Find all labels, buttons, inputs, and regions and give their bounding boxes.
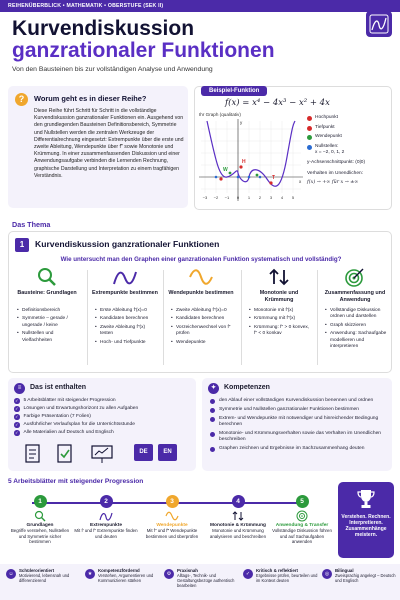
presentation-icon — [90, 444, 114, 464]
page-title-line2: ganzrationaler Funktionen — [12, 39, 275, 62]
infinity-title: Verhalten im Unendlichen: — [307, 171, 363, 176]
contents-item: ✓ Farbige Präsentation (7 Folien) — [15, 414, 91, 420]
progression-step: 4 Monotonie & Krümmung Monotonie und Krümmung analysieren und beschreiben — [206, 488, 270, 539]
graph-caption: Ihr Graph (qualitativ) — [199, 112, 241, 117]
lang-en-badge: EN — [158, 444, 177, 461]
trophy-card — [338, 482, 394, 558]
footer-item: ⚙ Praxisnah Alltags-, Technik- und Gestaltungsbezüge authentisch bearbeiten — [164, 568, 242, 588]
progression-step: 1 Grundlagen Begriffe verstehen, Nullstellen und Symmetrie sicher bestimmen — [8, 488, 72, 545]
contents-item: ✓ Ausführlicher Verlaufsplan für die Unterrichtsstunde — [15, 422, 135, 428]
theme-number: 1 — [15, 238, 29, 252]
lightbulb-icon: ✦ — [208, 383, 219, 394]
top-banner: REIHENÜBERBLICK • MATHEMATIK • OBERSTUFE (SEK II) — [0, 0, 400, 12]
magnifier-icon — [13, 266, 81, 288]
column-title: Extrempunkte bestimmen — [92, 290, 158, 296]
wave-icon — [140, 510, 204, 523]
progression-step: 5 Anwendung & Transfer Vollständige Diskussion führen und auf Sachaufgaben anwenden — [270, 488, 334, 545]
contents-item: ✓ 5 Arbeitsblätter mit steigender Progression — [15, 398, 116, 404]
intro-text: Diese Reihe führt Schritt für Schritt in die vollständige Kurvendiskussion ganzrationaler Funktionen ein. Ausgehend von den grundlegenden Bausteinen Definitionsbereich, Symmetrie und Nullstellen werden die zentralen Werkzeuge der Differentialrechnung eingesetzt: Extrempunkte über die erste und zweite Ableitung, Wendepunkte über f‴ sowie Monotonie und Krümmung. In einer zusammenfassenden Diskussion und einer Anwendungsaufgabe verbinden die Lernenden Rechnung, graphische Darstellung und Interpretation zu einem tragfähigen Verständnis. — [34, 108, 184, 179]
column-title: Wendepunkte bestimmen — [168, 290, 234, 296]
competence-item: Monotonie- und Krümmungsverhalten sowie das Verhalten im Unendlichen beschreiben — [210, 431, 388, 443]
target-icon — [321, 266, 389, 288]
progression-timeline — [8, 488, 334, 558]
t-marker: T — [272, 175, 276, 181]
legend-item: Tiefpunkt — [307, 125, 391, 132]
extrema-curve-icon — [91, 266, 159, 288]
magnifier-icon — [8, 510, 72, 523]
contents-item: ✓ Lösungen und Erwartungshorizont zu allen Aufgaben — [15, 406, 139, 412]
extrema-curve-icon — [74, 510, 138, 523]
x-tick: 4 — [280, 195, 284, 200]
x-axis-label: x — [299, 179, 302, 184]
column-inflection: Wendepunkte bestimmen • Zweite Ableitung f″(x)=0 • Kandidaten berechnen • Vorzeichenwechsel von f″ prüfen • Wendepunkte — [167, 266, 235, 370]
legend-item: Nullstellen: x = −2, 0, 1, 2 — [307, 144, 391, 157]
x-tick: 5 — [291, 195, 295, 200]
infinity-formula: f(x) → +∞ für x → ±∞ — [307, 179, 359, 185]
theme-card — [8, 231, 392, 373]
progression-step: 2 Extrempunkte Mit f′ und f″ Extrempunkte finden und deuten — [74, 488, 138, 539]
progression-heading: 5 Arbeitsblätter mit steigender Progression — [8, 478, 144, 485]
competence-item: Extrem- und Wendepunkte mit notwendiger und hinreichender Bedingung berechnen — [210, 416, 388, 428]
footer-item: ★ Kompetenzfördernd Verstehen, Argumentieren und Kommunizieren stärken — [85, 568, 163, 583]
graph-logo-icon — [366, 11, 392, 37]
trophy-icon — [356, 488, 376, 510]
trophy-text: Verstehen. Rechnen. Interpretieren. Zusammenhänge meistern. — [341, 514, 391, 538]
list-icon: ≡ — [14, 383, 25, 394]
intro-heading: Worum geht es in dieser Reihe? — [34, 94, 147, 103]
worksheet-icon — [24, 444, 42, 464]
footer-item: ☺ Schülerorientiert Motivierend, lebensnah und differenzierend — [6, 568, 84, 583]
h-marker: H — [242, 159, 246, 165]
contents-item: ✓ Alle Materialien auf Deutsch und Englisch — [15, 430, 114, 436]
page-title: Kurvendiskussion — [12, 17, 195, 40]
x-tick: 3 — [269, 195, 273, 200]
competences-heading: Kompetenzen — [224, 384, 270, 391]
legend-item: Wendepunkt — [307, 134, 391, 141]
footer-item: ✓ Kritisch & reflektiert Ergebnisse prüfen, beurteilen und im Kontext deuten — [243, 568, 321, 583]
example-formula: f(x) = x⁴ − 4x³ − x² + 4x — [225, 98, 330, 108]
example-card — [194, 86, 392, 210]
student-icon: ☺ — [6, 569, 16, 579]
progression-step: 3 Wendepunkte Mit f″ und f‴ Wendepunkte bestimmen und überprüfen — [140, 488, 204, 539]
column-application: Zusammenfassung und Anwendung • Vollständige Diskussion ordnen und darstellen • Graph skizzieren • Anwendung: Sachaufgabe modellieren und interpretieren — [321, 266, 389, 370]
competence-item: den Ablauf einer vollständigen Kurvendiskussion benennen und ordnen — [210, 398, 388, 404]
legend-item: Hochpunkt — [307, 115, 391, 122]
up-down-arrows-icon — [206, 510, 270, 523]
x-tick: −2 — [213, 195, 219, 200]
column-basics: Bausteine: Grundlagen • Definitionsbereich • Symmetrie – gerade / ungerade / keine • Nullstellen und Vielfachheiten — [13, 266, 81, 370]
target-icon — [270, 510, 334, 523]
gear-icon: ⚙ — [164, 569, 174, 579]
example-badge: Beispiel-Funktion — [201, 86, 267, 96]
page-subtitle: Von den Bausteinen bis zur vollständigen Analyse und Anwendung — [12, 66, 213, 73]
x-tick: 2 — [258, 195, 262, 200]
x-tick: −3 — [202, 195, 208, 200]
wave-icon — [167, 266, 235, 288]
question-icon: ? — [15, 93, 28, 106]
function-graph — [197, 117, 305, 209]
check-icon: ✓ — [243, 569, 253, 579]
intro-card — [8, 86, 188, 208]
solution-doc-icon — [56, 444, 74, 464]
competence-icon: ★ — [85, 569, 95, 579]
w-marker: W — [223, 167, 228, 173]
contents-card — [8, 378, 196, 471]
column-monotony: Monotonie und Krümmung • Monotonie mit f′(x) • Krümmung mit f″(x) • Krümmung: f″ > 0 konvex, f″ < 0 konkav — [245, 266, 313, 370]
x-tick: 1 — [247, 195, 251, 200]
footer-strip — [0, 564, 400, 600]
y-intercept: y-Achsenschnittpunkt: (0|0) — [307, 159, 366, 165]
x-tick: −1 — [224, 195, 230, 200]
y-axis-label: y — [240, 120, 243, 125]
competence-item: Symmetrie und Nullstellen ganzrationaler Funktionen bestimmen — [210, 407, 388, 413]
up-down-arrows-icon — [245, 266, 313, 288]
graph-legend — [307, 115, 391, 186]
x-tick: 0 — [236, 195, 240, 200]
competence-item: Graphen zeichnen und Ergebnisse im Sachzusammenhang deuten — [210, 446, 388, 452]
theme-heading: Kurvendiskussion ganzrationaler Funktionen — [35, 239, 220, 249]
theme-question: Wie untersucht man den Graphen einer ganzrationalen Funktion systematisch und vollständig? — [60, 256, 342, 263]
section-label-theme: Das Thema — [12, 220, 51, 229]
column-extrema: Extrempunkte bestimmen • Erste Ableitung f′(x)=0 • Kandidaten berechnen • Zweite Ableitung f″(x) testen • Hoch- und Tiefpunkte — [91, 266, 159, 370]
column-title: Zusammenfassung und Anwendung — [324, 290, 386, 303]
globe-icon: ◎ — [322, 569, 332, 579]
footer-item: ◎ Bilingual Zweisprachig angelegt – Deutsch und Englisch — [322, 568, 400, 583]
lang-de-badge: DE — [134, 444, 153, 461]
competences-card — [202, 378, 392, 471]
column-title: Bausteine: Grundlagen — [17, 290, 77, 296]
column-title: Monotonie und Krümmung — [259, 290, 299, 303]
contents-heading: Das ist enthalten — [30, 384, 87, 391]
